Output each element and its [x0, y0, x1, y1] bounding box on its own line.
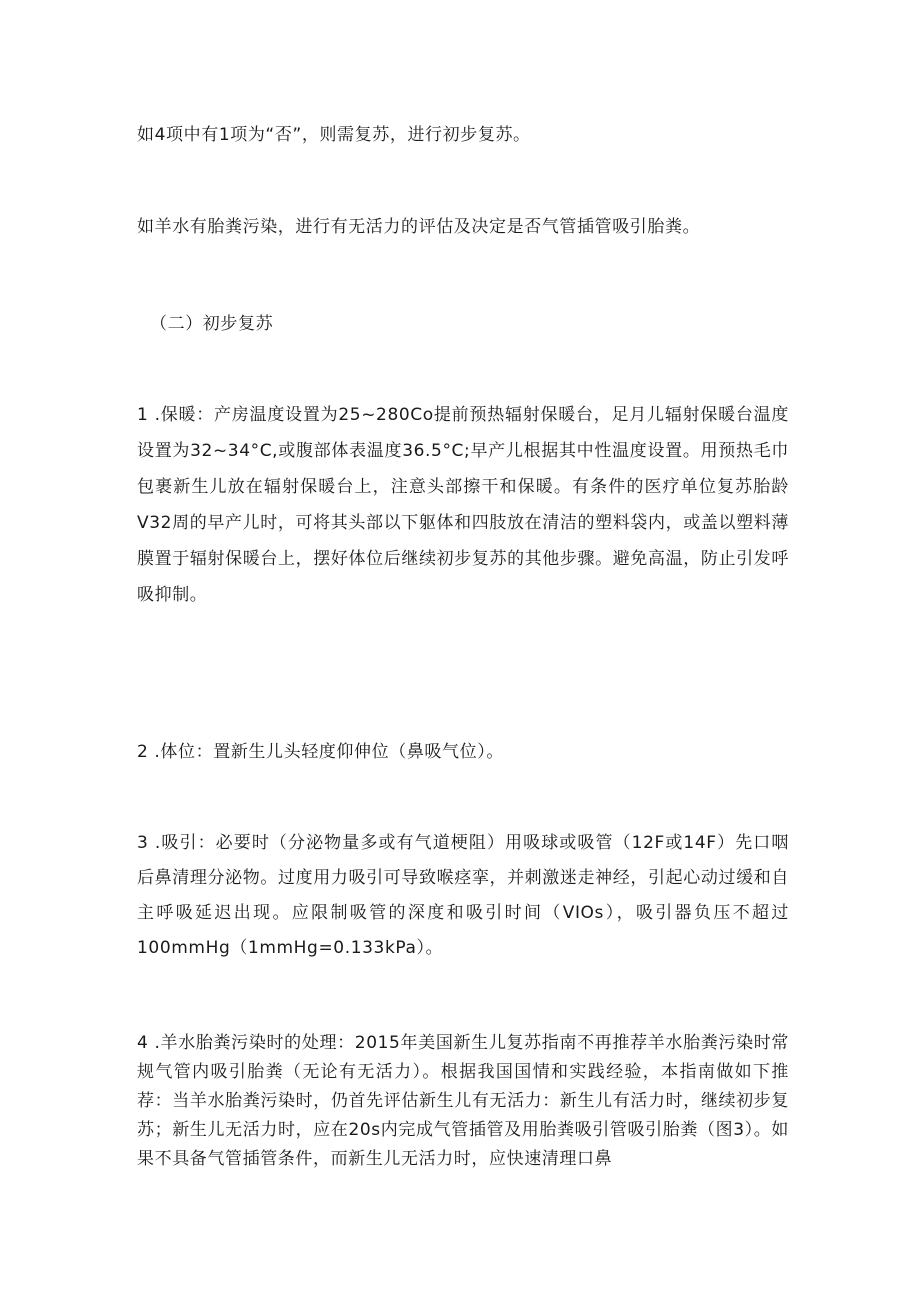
section-heading-initial-resuscitation: （二）初步复苏	[150, 314, 274, 334]
paragraph-step-warming: 1 .保暖：产房温度设置为25~280Co提前预热辐射保暖台，足月儿辐射保暖台温度设置为32~34°C,或腹部体表温度36.5°C;早产儿根据其中性温度设置。用预热毛巾包裹新生儿放在辐射保暖台上，注意头部擦干和保暖。有条件的医疗单位复苏胎龄V32周的早产儿时，可将其头部以下躯体和四肢放在清洁的塑料袋内，或盖以塑料薄膜置于辐射保暖台上，摆好体位后继续初步复苏的其他步骤。避免高温，防止引发呼吸抑制。	[137, 405, 789, 605]
paragraph-resuscitation-criteria: 如4项中有1项为“否”，则需复苏，进行初步复苏。	[137, 125, 531, 145]
paragraph-step-suction: 3 .吸引：必要时（分泌物量多或有气道梗阻）用吸球或吸管（12F或14F）先口咽后鼻清理分泌物。过度用力吸引可导致喉痉挛，并刺激迷走神经，引起心动过缓和自主呼吸延迟出现。应限制吸管的深度和吸引时间（VIOs），吸引器负压不超过100mmHg（1mmHg=0.133kPa）。	[137, 833, 789, 958]
paragraph-step-meconium-handling: 4 .羊水胎粪污染时的处理：2015年美国新生儿复苏指南不再推荐羊水胎粪污染时常规气管内吸引胎粪（无论有无活力）。根据我国国情和实践经验，本指南做如下推荐：当羊水胎粪污染时，仍首先评估新生儿有无活力：新生儿有活力时，继续初步复苏；新生儿无活力时，应在20s内完成气管插管及用胎粪吸引管吸引胎粪（图3）。如果不具备气管插管条件，而新生儿无活力时，应快速清理口鼻	[137, 1033, 789, 1169]
paragraph-meconium-assessment: 如羊水有胎粪污染，进行有无活力的评估及决定是否气管插管吸引胎粪。	[137, 217, 701, 237]
paragraph-step-positioning: 2 .体位：置新生儿头轻度仰伸位（鼻吸气位）。	[137, 742, 504, 762]
